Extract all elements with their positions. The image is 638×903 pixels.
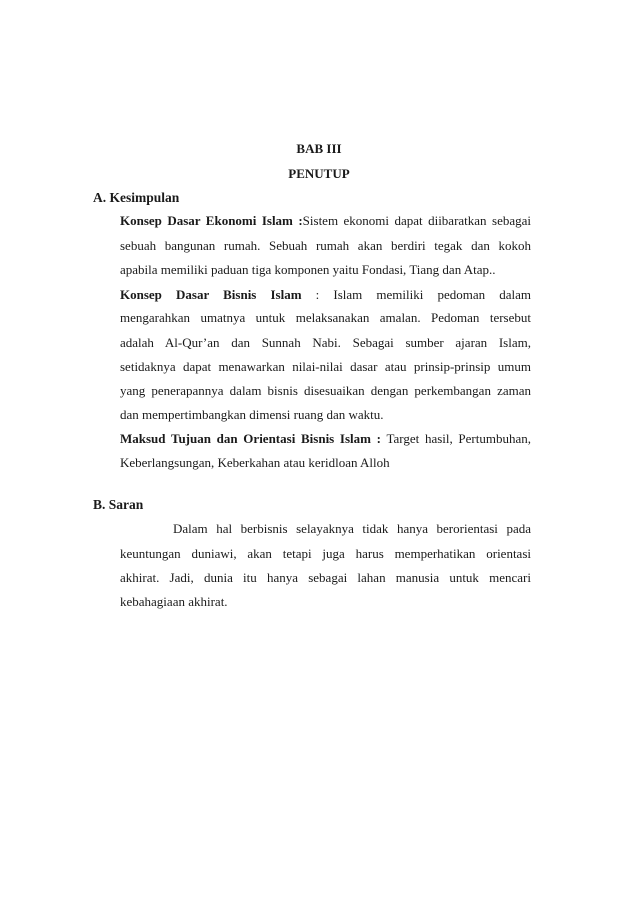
saran-line-4: kebahagiaan akhirat.	[120, 594, 228, 609]
saran-line-1: Dalam hal berbisnis selayaknya tidak hanya berorientasi pada	[173, 521, 531, 536]
p3-term: Maksud Tujuan dan Orientasi Bisnis Islam :	[120, 431, 382, 446]
saran-line-2: keuntungan duniawi, akan tetapi juga harus memperhatikan orientasi	[120, 546, 531, 561]
p2-line-2: mengarahkan umatnya untuk melaksanakan amalan. Pedoman tersebut	[120, 310, 531, 325]
p1-first: Sistem ekonomi dapat diibaratkan sebagai	[302, 213, 531, 228]
p2-line-3: adalah Al-Qur’an dan Sunnah Nabi. Sebagai sumber ajaran Islam,	[120, 335, 531, 350]
chapter-number: BAB III	[296, 141, 342, 156]
p1-line-2: sebuah bangunan rumah. Sebuah rumah akan berdiri tegak dan kokoh	[120, 238, 531, 253]
p2-line-1	[120, 287, 531, 303]
p1-line-1	[120, 213, 531, 229]
section-a-heading: A. Kesimpulan	[93, 190, 180, 205]
p2-term: Konsep Dasar Bisnis Islam	[120, 287, 302, 302]
p3-line-1	[120, 431, 531, 447]
p3-first: Target hasil, Pertumbuhan,	[381, 431, 532, 446]
saran-line-3: akhirat. Jadi, dunia itu hanya sebagai lahan manusia untuk mencari	[120, 570, 531, 585]
chapter-title: PENUTUP	[288, 166, 350, 181]
p3-line-2: Keberlangsungan, Keberkahan atau keridloan Alloh	[120, 455, 390, 470]
p1-line-3: apabila memiliki paduan tiga komponen yaitu Fondasi, Tiang dan Atap..	[120, 262, 496, 277]
p1-term: Konsep Dasar Ekonomi Islam :	[120, 213, 303, 228]
p2-line-4: setidaknya dapat menawarkan nilai-nilai dasar atau prinsip-prinsip umum	[120, 359, 531, 374]
p2-line-5: yang penerapannya dalam bisnis disesuaikan dengan perkembangan zaman	[120, 383, 531, 398]
p2-line-6: dan mempertimbangkan dimensi ruang dan waktu.	[120, 407, 384, 422]
section-b-heading: B. Saran	[93, 497, 144, 512]
p2-first: : Islam memiliki pedoman dalam	[301, 287, 531, 302]
